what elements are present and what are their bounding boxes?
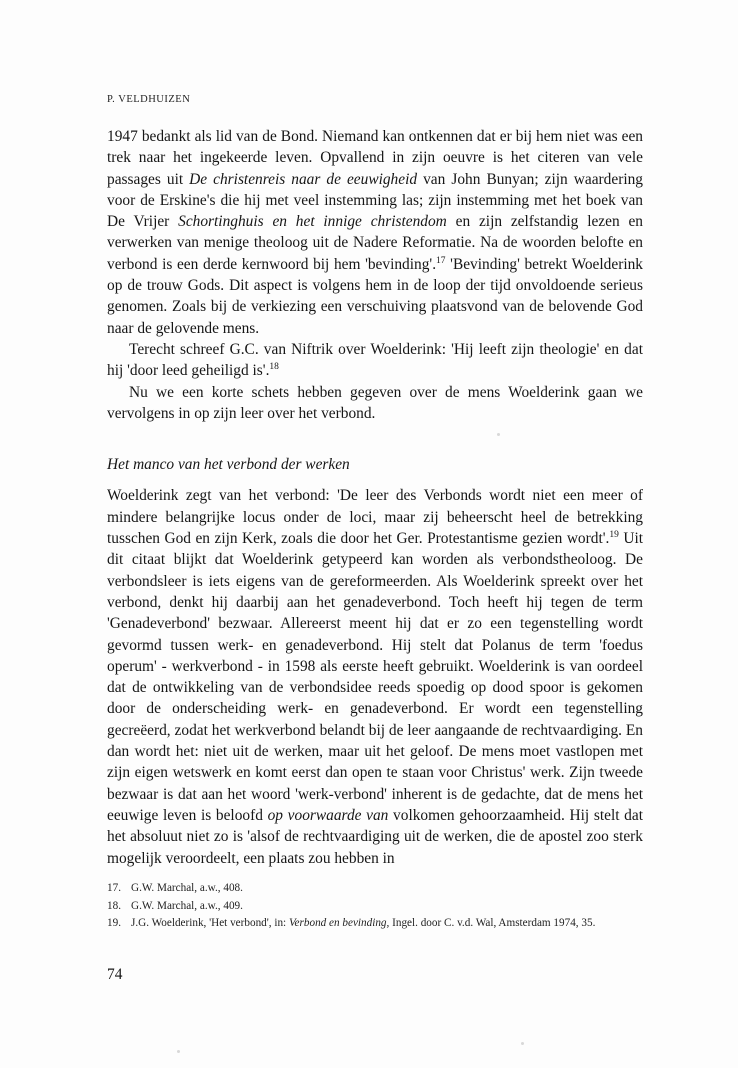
- paragraph: [107, 126, 643, 339]
- scan-speck: [521, 1042, 524, 1045]
- text-run: volkomen gehoorzaamheid. Hij stelt dat het absoluut niet zo is 'alsof de rechtvaardiging uit de werken, die de apostel zoo sterk mogelijk veroordeelt, een plaats zou hebben in: [107, 806, 643, 867]
- italic-text: Verbond en bevinding,: [288, 917, 390, 929]
- footnote: [107, 915, 643, 933]
- scan-speck: [177, 1050, 180, 1053]
- footnotes: [107, 880, 643, 933]
- text-run: Ingel. door C. v.d. Wal, Amsterdam 1974, 35.: [389, 917, 596, 929]
- italic-text: De christenreis naar de eeuwigheid: [189, 170, 418, 188]
- text-run: 1947 bedankt als lid van de Bond. Niemand kan ontkennen dat er bij hem niet was een trek naar het ingekeerde leven. Opvallend in zijn oeuvre is het citeren van vele passages uit: [107, 128, 643, 188]
- footnote-number: 18.: [107, 899, 121, 912]
- text-run: 'Bevinding' betrekt Woelderink op de trouw Gods. Dit aspect is volgens hem in de loop der tijd onvoldoende serieus genomen. Zoals bij de verkiezing een verschuiving plaatsvond van de belovende God naar de gelovende mens.: [107, 255, 643, 337]
- text-run: Nu we een korte schets hebben gegeven over de mens Woelderink gaan we vervolgens in op zijn leer over het verbond.: [107, 383, 643, 422]
- scan-speck: [497, 433, 500, 436]
- footnote-ref: 19: [609, 529, 619, 540]
- text-run: G.W. Marchal, a.w., 408.: [131, 882, 243, 894]
- footnote-text: [131, 898, 643, 916]
- footnote-text: [131, 880, 643, 898]
- text-run: Uit dit citaat blijkt dat Woelderink getypeerd kan worden als verbondstheoloog. De verbondsleer is iets eigens van de gereformeerden. Als Woelderink spreekt over het verbond, denkt hij daarbij aan het genadeverbond. Toch heeft hij tegen de term 'Genadeverbond' bezwaar. Allereerst meent hij dat er zo een tegenstelling wordt gevormd tussen werk- en genadeverbond. Hij stelt dat Polanus de term 'foedus operum' - werkverbond - in 1598 als eerste heeft gebruikt. Woelderink is van oordeel dat de ontwikkeling van de verbondsidee reeds spoedig op dood spoor is gekomen door de onderscheiding werk- en genadeverbond. Er wordt een tegenstelling gecreëerd, zodat het werkverbond belandt bij de leer aangaande de rechtvaardiging. En dan wordt het: niet uit de werken, maar uit het geloof. De mens moet vastlopen met zijn eigen wetswerk en komt eerst dan open te staan voor Christus' werk. Zijn tweede bezwaar is dat aan het woord 'werk-verbond' inherent is de gedachte, dat de mens het eeuwige leven is beloofd: [107, 530, 644, 824]
- bottom-paragraphs: [107, 485, 643, 868]
- footnote: [107, 898, 643, 916]
- section-heading: Het manco van het verbond der werken: [107, 456, 350, 474]
- footnote-ref: 17: [436, 255, 446, 266]
- text-run: van John Bunyan; zijn waardering voor de Erskine's die hij met veel instemming las; zijn instemming met het boek van De Vrijer: [107, 170, 643, 231]
- text-run: Terecht schreef G.C. van Niftrik over Woelderink: 'Hij leeft zijn theologie' en dat hij 'door leed geheiligd is'.: [107, 340, 643, 380]
- paragraph: [107, 339, 643, 382]
- footnote-text: [131, 915, 643, 933]
- body-text: [107, 126, 643, 869]
- footnote-number: 19.: [107, 917, 121, 929]
- footnote-number: 17.: [107, 882, 121, 894]
- running-head: P. VELDHUIZEN: [107, 94, 191, 105]
- page-number: 74: [107, 966, 123, 983]
- top-paragraphs: [107, 126, 643, 424]
- footnote: [107, 880, 643, 898]
- footnote-ref: 18: [269, 362, 279, 373]
- text-run: J.G. Woelderink, 'Het verbond', in:: [131, 917, 289, 929]
- text-run: G.W. Marchal, a.w., 409.: [131, 899, 243, 912]
- text-run: en zijn zelfstandig lezen en verwerken van menige theoloog uit de Nadere Reformatie. Na de woorden belofte en verbond is een derde kernwoord bij hem 'bevinding'.: [107, 213, 643, 273]
- paragraph: [107, 485, 643, 868]
- italic-text: op voorwaarde van: [267, 806, 389, 824]
- text-run: Woelderink zegt van het verbond: 'De leer des Verbonds wordt niet een meer of mindere belangrijke locus onder de loci, maar zij beheerscht heel de betrekking tusschen God en zijn Kerk, zoals die door het Ger. Protestantisme gezien wordt'.: [107, 487, 643, 548]
- italic-text: Schortinghuis en het innige christendom: [178, 213, 447, 231]
- paragraph: [107, 382, 643, 425]
